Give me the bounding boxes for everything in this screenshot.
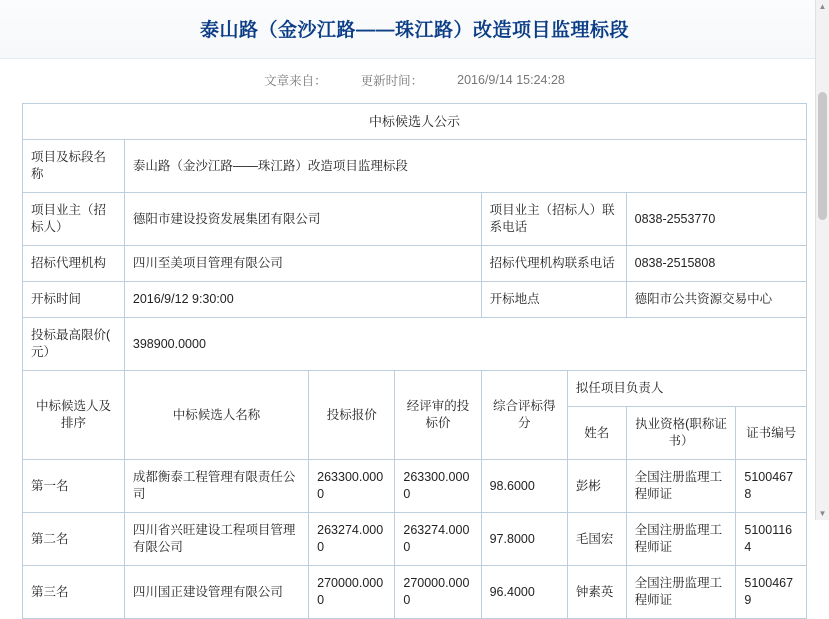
candidate-score: 98.6000 — [481, 460, 567, 513]
candidate-person: 钟素英 — [567, 566, 626, 619]
candidate-bid-price: 263300.0000 — [309, 460, 395, 513]
table-row — [23, 246, 807, 282]
column-header-cert-no: 证书编号 — [736, 407, 807, 460]
table-row — [23, 282, 807, 318]
scroll-down-arrow-icon[interactable]: ▼ — [818, 509, 827, 518]
candidate-qualification: 全国注册监理工程师证 — [626, 566, 736, 619]
field-value-project-name: 泰山路（金沙江路——珠江路）改造项目监理标段 — [124, 140, 806, 193]
field-label-open-place: 开标地点 — [481, 282, 626, 318]
field-label-owner: 项目业主（招标人） — [23, 193, 125, 246]
field-value-open-time: 2016/9/12 9:30:00 — [124, 282, 481, 318]
table-caption-row — [23, 104, 807, 140]
candidate-cert-no: 51004679 — [736, 566, 807, 619]
candidate-bid-price: 270000.0000 — [309, 566, 395, 619]
candidate-rank: 第二名 — [23, 513, 125, 566]
candidate-name: 成都衡泰工程管理有限责任公司 — [124, 460, 308, 513]
source-label: 文章来自： — [264, 74, 327, 88]
field-value-agency-phone: 0838-2515808 — [626, 246, 806, 282]
field-label-owner-phone: 项目业主（招标人）联系电话 — [481, 193, 626, 246]
bid-announcement-table — [22, 103, 807, 619]
title-bar — [0, 0, 829, 59]
candidate-person: 彭彬 — [567, 460, 626, 513]
table-row — [23, 460, 807, 513]
vertical-scrollbar[interactable] — [815, 0, 829, 520]
page-title: 泰山路（金沙江路——珠江路）改造项目监理标段 — [199, 20, 629, 41]
field-value-open-place: 德阳市公共资源交易中心 — [626, 282, 806, 318]
scrollbar-thumb[interactable] — [818, 92, 827, 220]
scroll-up-arrow-icon[interactable]: ▲ — [818, 2, 827, 11]
candidate-name: 四川国正建设管理有限公司 — [124, 566, 308, 619]
table-caption: 中标候选人公示 — [23, 104, 807, 140]
table-group-header-row — [23, 371, 807, 407]
candidate-cert-no: 51001164 — [736, 513, 807, 566]
field-value-max-price: 398900.0000 — [124, 318, 806, 371]
update-time: 2016/9/14 15:24:28 — [457, 73, 565, 87]
candidate-reviewed-price: 263274.0000 — [395, 513, 481, 566]
column-header-qualification: 执业资格(职称证书） — [626, 407, 736, 460]
candidate-bid-price: 263274.0000 — [309, 513, 395, 566]
column-header-reviewed-price: 经评审的投标价 — [395, 371, 481, 460]
field-label-agency-phone: 招标代理机构联系电话 — [481, 246, 626, 282]
candidate-qualification: 全国注册监理工程师证 — [626, 513, 736, 566]
column-header-name: 中标候选人名称 — [124, 371, 308, 460]
meta-bar — [0, 59, 829, 103]
candidate-score: 96.4000 — [481, 566, 567, 619]
column-header-score: 综合评标得分 — [481, 371, 567, 460]
candidate-name: 四川省兴旺建设工程项目管理有限公司 — [124, 513, 308, 566]
table-row — [23, 318, 807, 371]
candidate-qualification: 全国注册监理工程师证 — [626, 460, 736, 513]
field-label-project-name: 项目及标段名称 — [23, 140, 125, 193]
field-value-owner-phone: 0838-2553770 — [626, 193, 806, 246]
candidate-cert-no: 51004678 — [736, 460, 807, 513]
field-label-open-time: 开标时间 — [23, 282, 125, 318]
table-row — [23, 140, 807, 193]
candidate-reviewed-price: 263300.0000 — [395, 460, 481, 513]
table-row — [23, 566, 807, 619]
candidate-reviewed-price: 270000.0000 — [395, 566, 481, 619]
candidate-person: 毛国宏 — [567, 513, 626, 566]
column-header-rank: 中标候选人及排序 — [23, 371, 125, 460]
column-header-bid-price: 投标报价 — [309, 371, 395, 460]
bid-table-wrapper — [0, 103, 829, 619]
update-label: 更新时间： — [360, 74, 424, 88]
table-row — [23, 513, 807, 566]
field-value-owner: 德阳市建设投资发展集团有限公司 — [124, 193, 481, 246]
field-label-max-price: 投标最高限价( 元） — [23, 318, 125, 371]
table-row — [23, 193, 807, 246]
field-value-agency: 四川至美项目管理有限公司 — [124, 246, 481, 282]
column-header-person: 姓名 — [567, 407, 626, 460]
candidate-rank: 第三名 — [23, 566, 125, 619]
column-group-header-manager: 拟任项目负责人 — [567, 371, 806, 407]
candidate-rank: 第一名 — [23, 460, 125, 513]
candidate-score: 97.8000 — [481, 513, 567, 566]
field-label-agency: 招标代理机构 — [23, 246, 125, 282]
